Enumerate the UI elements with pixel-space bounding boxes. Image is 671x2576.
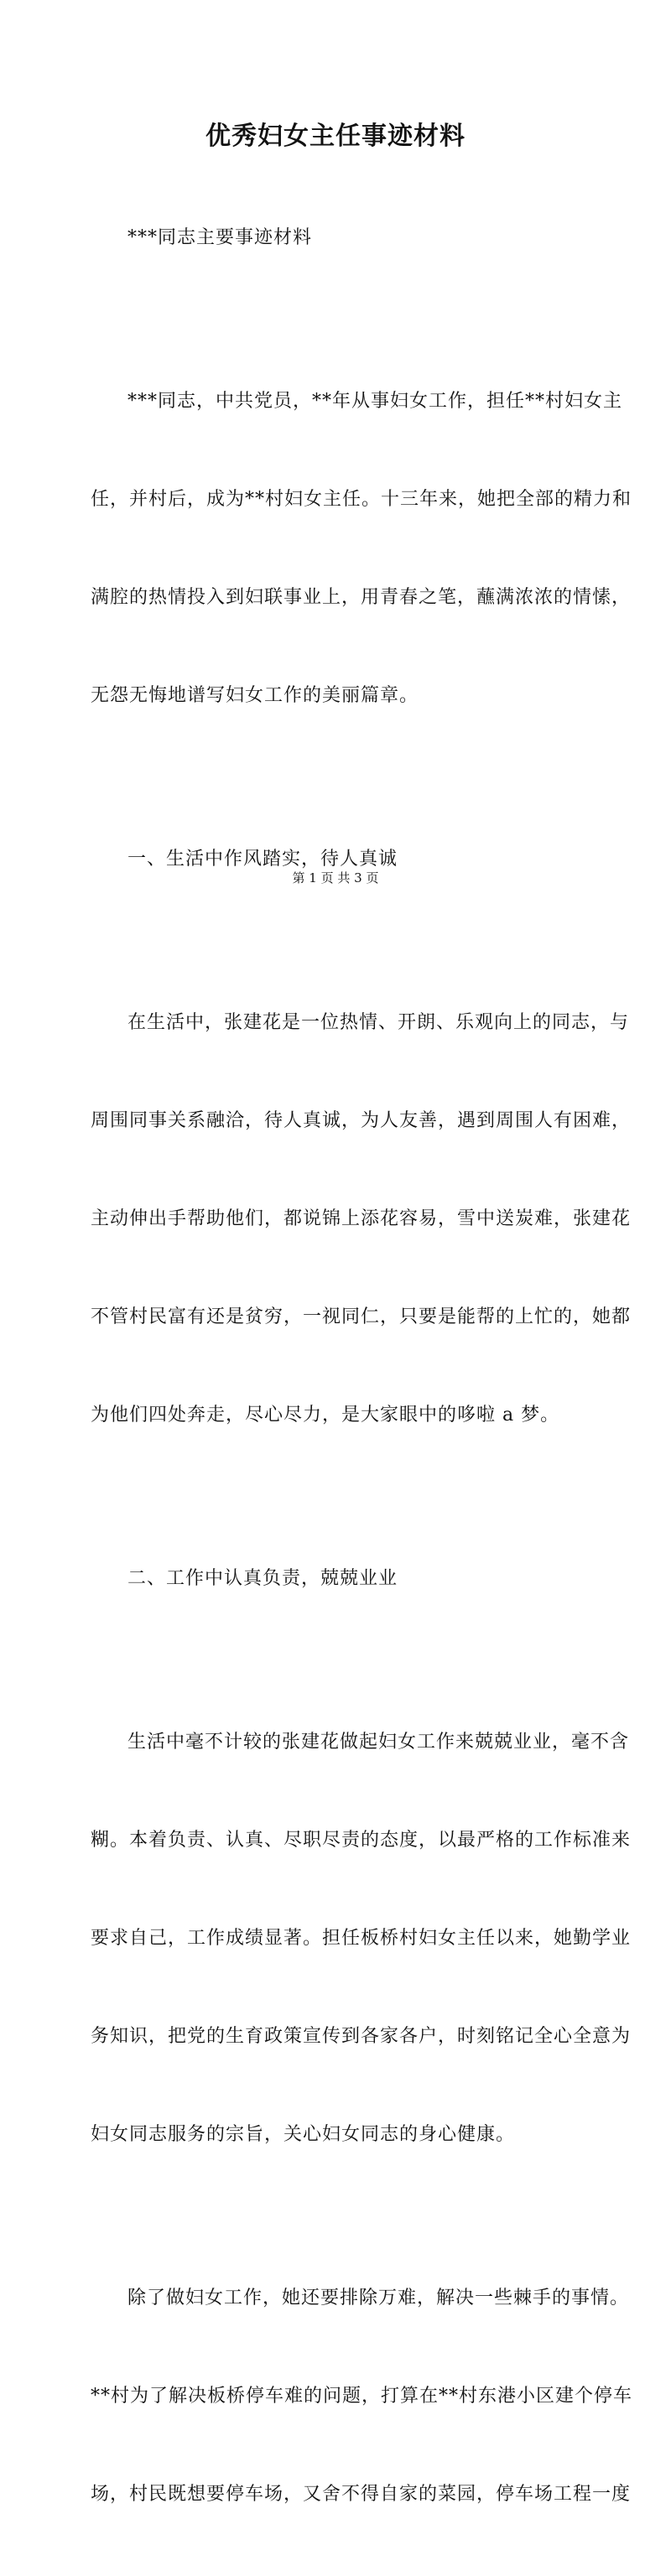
page-footer: 第 1 页 共 3 页 bbox=[292, 870, 379, 886]
text-line: 在生活中，张建花是一位热情、开朗、乐观向上的同志，与 bbox=[127, 1012, 630, 1033]
paragraph-section-2 bbox=[91, 1660, 632, 2216]
text-line: 主动伸出手帮助他们，都说锦上添花容易，雪中送炭难，张建花 bbox=[91, 1208, 632, 1229]
text-line: 场，村民既想要停车场，又舍不得自家的菜园，停车场工程一度 bbox=[91, 2484, 632, 2505]
text-line: 除了做妇女工作，她还要排除万难，解决一些棘手的事情。 bbox=[127, 2288, 630, 2309]
text-line: 糊。本着负责、认真、尽职尽责的态度，以最严格的工作标准来 bbox=[91, 1830, 632, 1851]
text-line: 不管村民富有还是贫穷，一视同仁，只要是能帮的上忙的，她都 bbox=[91, 1306, 632, 1327]
document-body bbox=[91, 156, 633, 2576]
text-line: 周围同事关系融洽，待人真诚，为人友善，遇到周围人有困难， bbox=[91, 1110, 632, 1131]
paragraph-section-1 bbox=[91, 941, 632, 1497]
section-heading-1 bbox=[91, 777, 599, 941]
text-line: 二、工作中认真负责，兢兢业业 bbox=[127, 1568, 398, 1589]
text-line: 一、生活中作风踏实，待人真诚 bbox=[127, 849, 398, 870]
text-line: ***同志，中共党员，**年从事妇女工作，担任**村妇女主 bbox=[127, 391, 623, 412]
paragraph-subtitle bbox=[91, 156, 599, 319]
text-line: 生活中毫不计较的张建花做起妇女工作来兢兢业业，毫不含 bbox=[127, 1732, 630, 1753]
text-line: ***同志主要事迹材料 bbox=[127, 227, 313, 248]
text-line: **村为了解决板桥停车难的问题，打算在**村东港小区建个停车 bbox=[91, 2386, 633, 2407]
text-line: 为他们四处奔走，尽心尽力，是大家眼中的哆啦 a 梦。 bbox=[91, 1405, 560, 1426]
paragraph-extra-work bbox=[91, 2216, 633, 2576]
document-title: 优秀妇女主任事迹材料 bbox=[205, 122, 466, 151]
text-line: 要求自己，工作成绩显著。担任板桥村妇女主任以来，她勤学业 bbox=[91, 1928, 632, 1949]
paragraph-intro bbox=[91, 319, 632, 777]
text-line: 无怨无悔地谱写妇女工作的美丽篇章。 bbox=[91, 685, 419, 706]
section-heading-2 bbox=[91, 1497, 599, 1660]
text-line: 任，并村后，成为**村妇女主任。十三年来，她把全部的精力和 bbox=[91, 489, 632, 510]
text-line: 妇女同志服务的宗旨，关心妇女同志的身心健康。 bbox=[91, 2124, 516, 2145]
text-line: 满腔的热情投入到妇联事业上，用青春之笔，蘸满浓浓的情愫， bbox=[91, 587, 632, 608]
text-line: 务知识，把党的生育政策宣传到各家各户，时刻铭记全心全意为 bbox=[91, 2026, 632, 2047]
